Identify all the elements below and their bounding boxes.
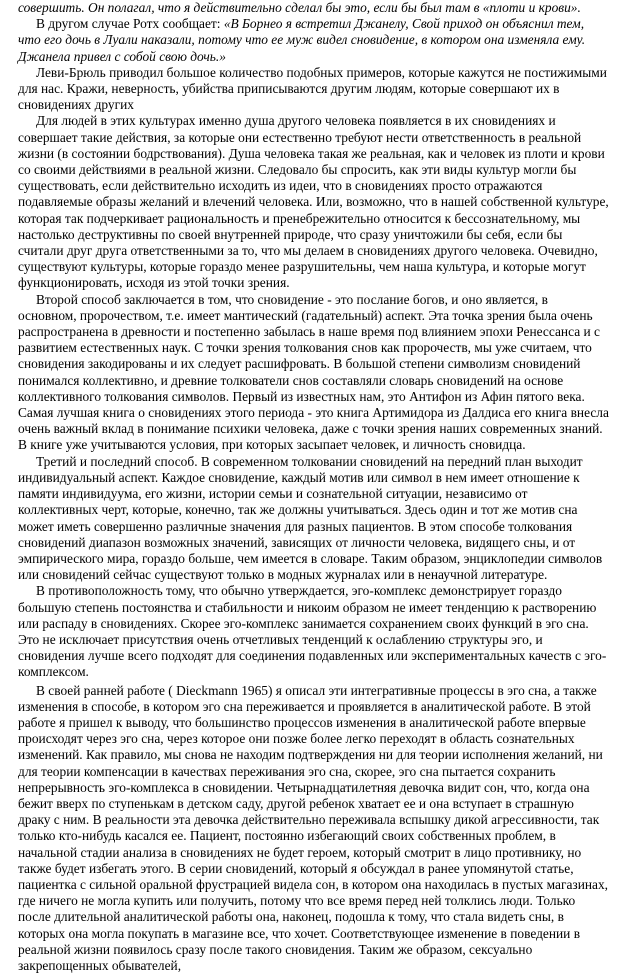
- paragraph-3: Леви-Брюль приводил большое количество подобных примеров, которые кажутся не постижимыми для нас. Кражи, неверность, убийства приписываются другим людям, которые совершают их в сновидениях других: [18, 64, 607, 113]
- paragraph-5: Второй способ заключается в том, что сновидение - это послание богов, и оно является, в основном, пророчеством, т.е. имеет мантический (гадательный) аспект. Эта точка зрения была очень распространена в древности и постепенно забылась в наше время под влиянием эпохи Ренессанса и с развитием естественных наук. С точки зрения толкования снов как пророчеств, мы уже считаем, что сновидения закодированы и их следует расшифровать. В большой степени символизм сновидений понимался коллективно, и древние толкователи снов составляли словарь сновидений на основе коллективного толкования символов. Первый из известных нам, это Антифон из Афин пятого века. Самая лучшая книга о сновидениях этого периода - это книга Артимидора из Далдиса его книга внесла очень важный вклад в понимание психики человека, даже с точки зрения наших современных знаний. В книге уже учитываются условия, при которых засыпает человек, и личность сновидца.: [18, 291, 609, 453]
- paragraph-4: Для людей в этих культурах именно душа другого человека появляется в их сновидениях и совершает такие действия, за которые они естественно требуют нести ответственность в реальной жизни (в состоянии бодрствования). Душа человека такая же реальная, как и человек из плоти и крови со своими действиями в реальной жизни. Следовало бы спросить, как эти виды культур могли бы существовать, если действительно исходить из идеи, что в сновидениях просто отражаются подавляемые образы желаний и влечений человека. Или, возможно, что в нашей собственной культуре, которая так подчеркивает рациональность и пренебрежительно относится к бессознательному, мы настолько деструктивны по своей внутренней природе, что сразу уничтожили бы себя, если бы считали друг друга ответственными за то, что мы делаем в сновидениях другого человека. Очевидно, существуют культуры, которые гораздо менее разрушительны, чем наша культура, и которые могут функционировать, исходя из этой точки зрения.: [18, 113, 609, 291]
- paragraph-8: В своей ранней работе ( Dieckmann 1965) я описал эти интегративные процессы в эго сна, а также изменения в способе, в котором эго сна переживается и проявляется в аналитической работе. В этой работе я пришел к выводу, что большинство процессов изменения в аналитической работе впервые происходят через эго сна, через которое они позже более легко переходят в область сознательных изменений. Как правило, мы снова не находим подтверждения ни для теории исполнения желаний, ни для теории компенсации в качествах переживания эго сна, скорее, эго сна пытается сохранить непрерывность эго-комплекса в сновидении. Четырнадцатилетняя девочка видит сон, что, когда она бежит вверх по ступенькам в детском саду, другой ребенок хватает ее и она вступает в страшную драку с ним. В реальности эта девочка действительно переживала вспышку дикой агрессивности, так только кто-нибудь касался ее. Пациент, постоянно избегающий своих собственных проблем, в начальной стадии анализа в сновидениях не будет героем, который смотрит в лицо противнику, но также будет избегать этого. В серии сновидений, который я обсуждал в ранее упомянутой статье, пациентка с сильной оральной фрустрацией видела сон, в котором она находилась в пустых магазинах, где ничего не могла купить или получить, потому что все время перед ней толклись люди. Только после длительной аналитической работы она, наконец, подошла к тому, что стала видеть сны, в которых она могла покупать в магазине все, что хочет. Соответствующее изменение в поведении в реальной жизни появилось сразу после такого сновидения. Таким же образом, сексуально закрепощенных обывателей,: [18, 682, 609, 973]
- paragraph-2: [18, 16, 609, 65]
- paragraph-6: Третий и последний способ. В современном толковании сновидений на передний план выходит индивидуальный аспект. Каждое сновидение, каждый мотив или символ в нем имеет отношение к памяти индивидуума, его жизни, истории семьи и сознательной ситуации, независимо от коллективных черт, которые, конечно, так же должны учитываться. Здесь один и тот же мотив сна может иметь совершенно различные значения для разных пациентов. В этом способе толкования сновидений диапазон возможных значений, зависящих от личности человека, видящего сны, и от эмпирического мира, гораздо больше, чем имеется в словаре. Таким образом, энциклопедии символов или сновидений сейчас существуют только в модных журналах или в ненаучной литературе.: [18, 453, 603, 583]
- paragraph-2-lead: В другом случае Ротх сообщает:: [36, 16, 224, 32]
- paragraph-7: В противоположность тому, что обычно утверждается, эго-комплекс демонстрирует гораздо большую степень постоянства и стабильности и никоим образом не имеет тенденцию к растворению или распаду в сновидениях. Скорее эго-комплекс занимается сохранением своих функций в эго сна. Это не исключает присутствия очень отчетливых тенденций к ослаблению структуры эго, и сновидения лучше всего подходят для соединения подавленных или экспериментальных качеств с эго-комплексом.: [18, 583, 607, 680]
- paragraph-1-italic-text: совершить. Он полагал, что я действительно сделал бы это, если бы был там в «плоти и крови».: [18, 0, 581, 15]
- paragraph-1-continuation: [18, 0, 609, 16]
- paragraph-2-quote: «В Борнео я встретил Джанелу, Свой приход он объяснил тем, что его дочь в Луали наказали, потому что ее муж видел сновидение, в котором она изменяла ему. Джанела привел с собой свою дочь.»: [18, 16, 586, 64]
